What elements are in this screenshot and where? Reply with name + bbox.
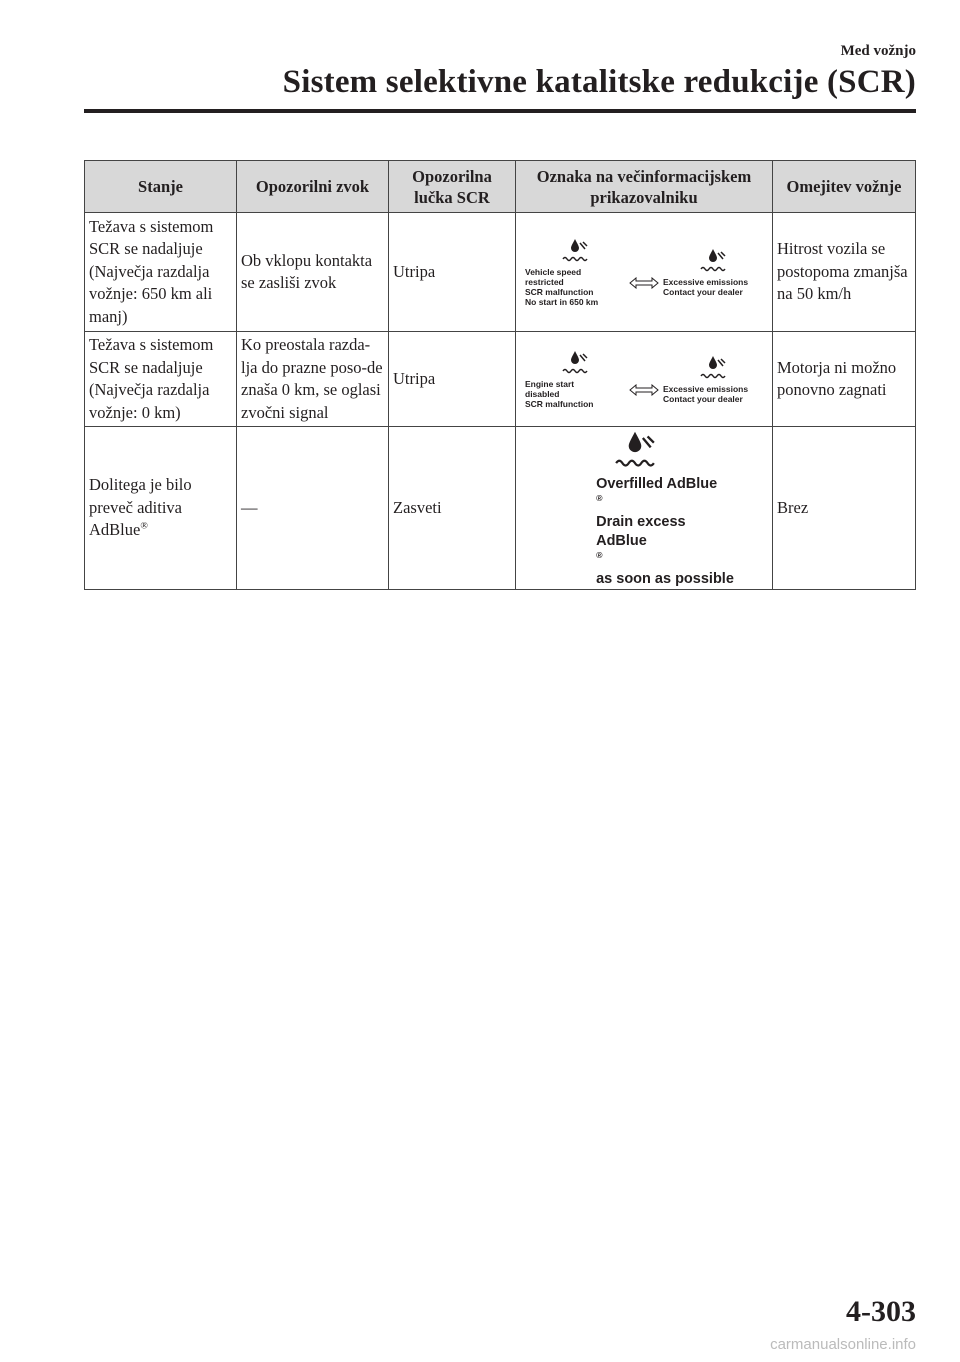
col-header-lucka: Opozorilna lučka SCR <box>389 161 516 213</box>
cell-display <box>516 427 773 590</box>
cell-display <box>516 332 773 427</box>
cell-lucka: Utripa <box>389 332 516 427</box>
page-number: 4-303 <box>846 1295 916 1328</box>
display-text-right: Excessive emissions Contact your dealer <box>663 277 749 297</box>
table-row <box>85 213 916 332</box>
cell-omejitev: Brez <box>773 427 916 590</box>
display-text: Overfilled AdBlue ® Drain excess AdBlue ® as soon as possible <box>596 476 734 587</box>
cell-stanje: Težava s sistemom SCR se nadaljuje (Največja razdalja vožnje: 0 km) <box>85 332 237 427</box>
table-header-row <box>85 161 916 213</box>
scr-warning-icon <box>663 354 763 384</box>
scr-warning-icon <box>525 237 625 267</box>
adblue-overfill-icon <box>613 427 657 475</box>
double-arrow-icon <box>629 255 659 289</box>
display-panel-left <box>525 349 625 409</box>
display-panel-left <box>525 237 625 307</box>
cell-zvok: Ob vklopu kontakta se zasliši zvok <box>237 213 389 332</box>
cell-omejitev: Motorja ni možno ponovno zagnati <box>773 332 916 427</box>
cell-stanje: Težava s sistemom SCR se nadaljuje (Največja razdalja vožnje: 650 km ali manj) <box>85 213 237 332</box>
watermark: carmanualsonline.info <box>770 1336 916 1353</box>
scr-warning-table <box>84 160 916 590</box>
cell-zvok: Ko preostala razda-lja do prazne poso-de znaša 0 km, se oglasi zvočni signal <box>237 332 389 427</box>
section-label: Med vožnjo <box>840 43 916 59</box>
table-row <box>85 332 916 427</box>
double-arrow-icon <box>629 362 659 396</box>
title-rule <box>84 109 916 113</box>
table-row <box>85 427 916 590</box>
display-panel-right <box>663 354 763 404</box>
col-header-stanje: Stanje <box>85 161 237 213</box>
display-message-pair <box>520 237 768 307</box>
display-message-pair <box>520 349 768 409</box>
display-message-single <box>520 427 768 589</box>
display-text-right: Excessive emissions Contact your dealer <box>663 384 749 404</box>
cell-display <box>516 213 773 332</box>
scr-warning-icon <box>663 247 763 277</box>
display-text-left: Vehicle speed restricted SCR malfunction No start in 650 km <box>525 267 599 307</box>
col-header-zvok: Opozorilni zvok <box>237 161 389 213</box>
cell-zvok: — <box>237 427 389 590</box>
cell-stanje: Dolitega je bilo preveč aditiva AdBlue® <box>85 427 237 590</box>
col-header-prikaz: Oznaka na večinformacijskem prikazovalniku <box>516 161 773 213</box>
display-text-left: Engine start disabled SCR malfunction <box>525 379 594 409</box>
scr-warning-icon <box>525 349 625 379</box>
page-header <box>283 40 916 102</box>
cell-omejitev: Hitrost vozila se postopoma zmanjša na 50 km/h <box>773 213 916 332</box>
cell-lucka: Zasveti <box>389 427 516 590</box>
display-panel-right <box>663 247 763 297</box>
page-title: Sistem selektivne katalitske redukcije (SCR) <box>282 64 916 100</box>
col-header-omejitev: Omejitev vožnje <box>773 161 916 213</box>
cell-lucka: Utripa <box>389 213 516 332</box>
